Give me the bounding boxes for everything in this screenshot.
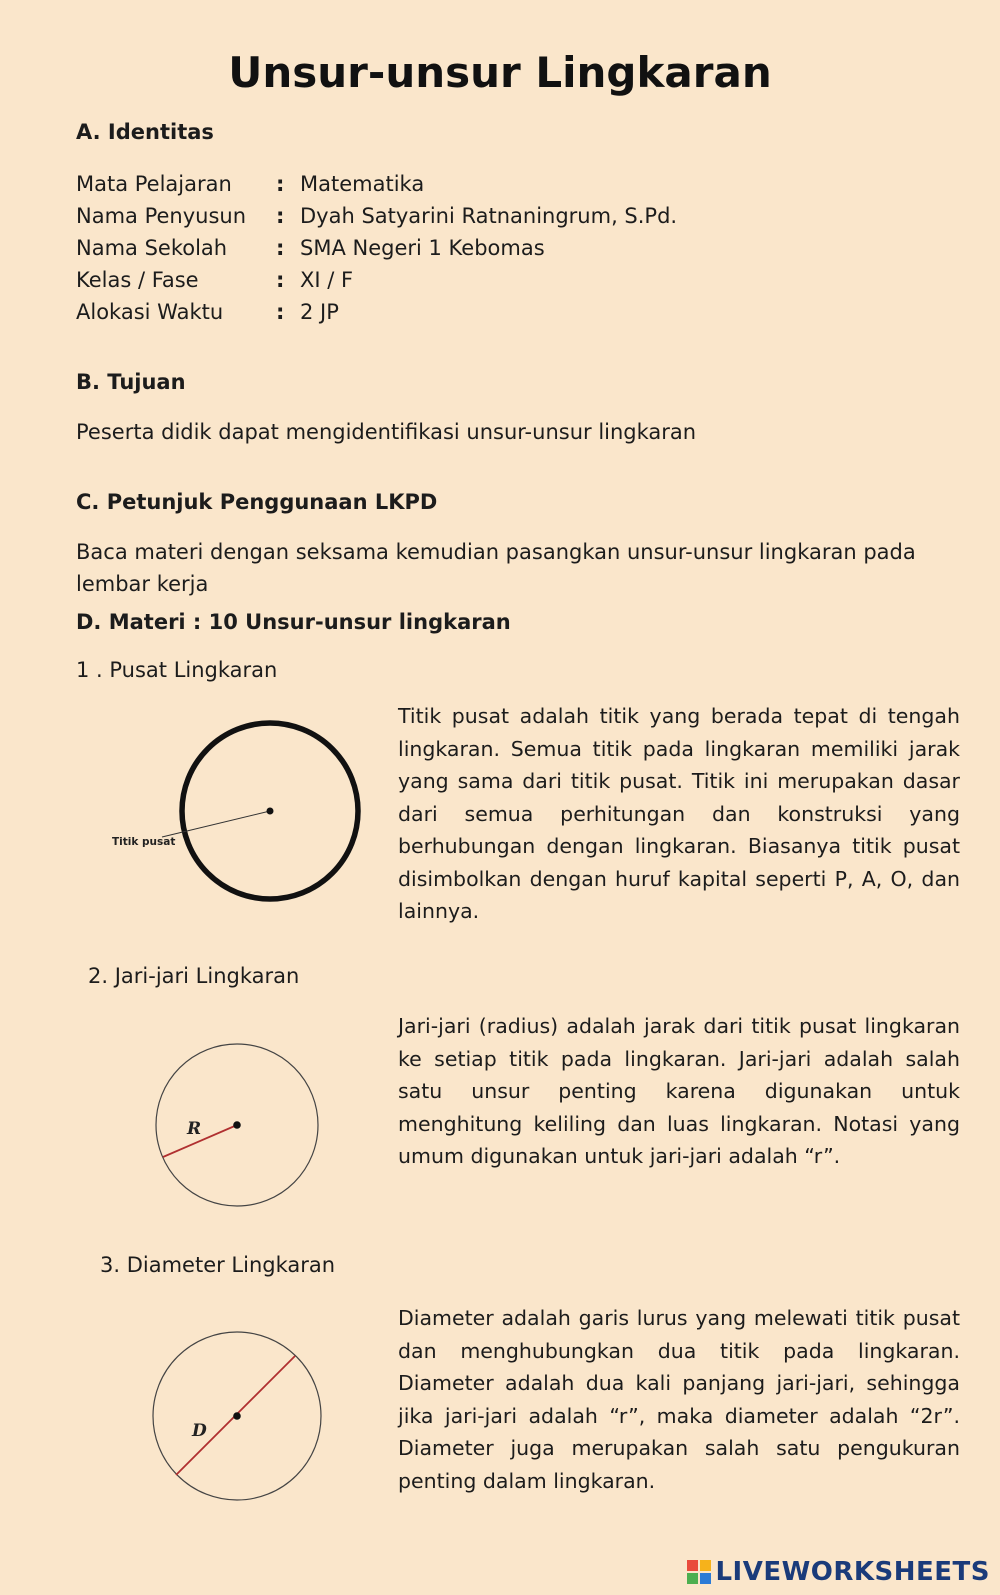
logo-text: LIVEWORKSHEETS	[715, 1557, 990, 1587]
identity-value: 2 JP	[300, 300, 339, 324]
identity-label: Alokasi Waktu	[76, 300, 224, 324]
identity-separator: :	[276, 300, 285, 324]
identity-value: XI / F	[300, 268, 354, 292]
radius-figure	[130, 1020, 330, 1210]
identity-label: Nama Sekolah	[76, 236, 228, 260]
item-text-jari-jari: Jari-jari (radius) adalah jarak dari titik pusat lingkaran ke setiap titik pada lingkaran. Jari-jari adalah salah satu unsur penting karena digunakan untuk menghitung keliling dan luas lingkaran. Notasi yang umum digunakan untuk jari-jari adalah “r”.	[398, 1014, 960, 1168]
center-point	[267, 808, 274, 815]
item-title-jari-jari: 2. Jari-jari Lingkaran	[88, 964, 300, 988]
logo-block	[687, 1573, 698, 1584]
identity-label: Kelas / Fase	[76, 268, 199, 292]
logo-block	[700, 1560, 711, 1571]
identity-label: Nama Penyusun	[76, 204, 247, 228]
radius-label: R	[187, 1119, 202, 1139]
diameter-figure	[130, 1300, 330, 1500]
identity-value: SMA Negeri 1 Kebomas	[300, 236, 545, 260]
item-text-pusat: Titik pusat adalah titik yang berada tepat di tengah lingkaran. Semua titik pada lingkaran memiliki jarak yang sama dari titik pusat. Titik ini merupakan dasar dari semua perhitungan dan konstruksi yang berhubungan dengan lingkaran. Biasanya titik pusat disimbolkan dengan huruf kapital seperti P, A, O, dan lainnya.	[398, 704, 960, 923]
identity-separator: :	[276, 268, 285, 292]
center-point-label: Titik pusat	[112, 836, 176, 848]
identity-label: Mata Pelajaran	[76, 172, 232, 196]
section-heading-identitas: A. Identitas	[76, 120, 214, 144]
identity-row	[76, 200, 876, 232]
logo-block	[687, 1560, 698, 1571]
section-heading-materi: D. Materi : 10 Unsur-unsur lingkaran	[76, 610, 511, 634]
item-text-diameter: Diameter adalah garis lurus yang melewati titik pusat dan menghubungkan dua titik pada lingkaran. Diameter adalah dua kali panjang jari-jari, sehingga jika jari-jari adalah “r”, maka diameter adalah “2r”. Diameter juga merupakan salah satu pengukuran penting dalam lingkaran.	[398, 1306, 960, 1493]
identity-separator: :	[276, 236, 285, 260]
identity-value: Matematika	[300, 172, 425, 196]
center-point-figure	[100, 705, 380, 905]
logo-block	[700, 1573, 711, 1584]
center-point	[233, 1121, 241, 1129]
identity-row	[76, 232, 876, 264]
liveworksheets-logo[interactable]	[687, 1555, 990, 1589]
center-point	[233, 1412, 241, 1420]
identity-separator: :	[276, 204, 285, 228]
page-title: Unsur-unsur Lingkaran	[228, 48, 772, 97]
identity-value: Dyah Satyarini Ratnaningrum, S.Pd.	[300, 204, 678, 228]
identity-separator: :	[276, 172, 285, 196]
logo-blocks-icon	[687, 1560, 711, 1584]
diameter-label: D	[192, 1421, 207, 1441]
identity-row	[76, 264, 876, 296]
item-title-diameter: 3. Diameter Lingkaran	[100, 1253, 336, 1277]
identity-row	[76, 296, 876, 328]
identity-row	[76, 168, 876, 200]
pointer-line	[162, 811, 270, 837]
item-title-pusat: 1 . Pusat Lingkaran	[76, 658, 278, 682]
section-heading-petunjuk: C. Petunjuk Penggunaan LKPD	[76, 490, 438, 514]
tujuan-text: Peserta didik dapat mengidentifikasi unsur-unsur lingkaran	[76, 420, 697, 444]
section-heading-tujuan: B. Tujuan	[76, 370, 186, 394]
petunjuk-text: Baca materi dengan seksama kemudian pasangkan unsur-unsur lingkaran pada lembar kerja	[76, 540, 916, 596]
